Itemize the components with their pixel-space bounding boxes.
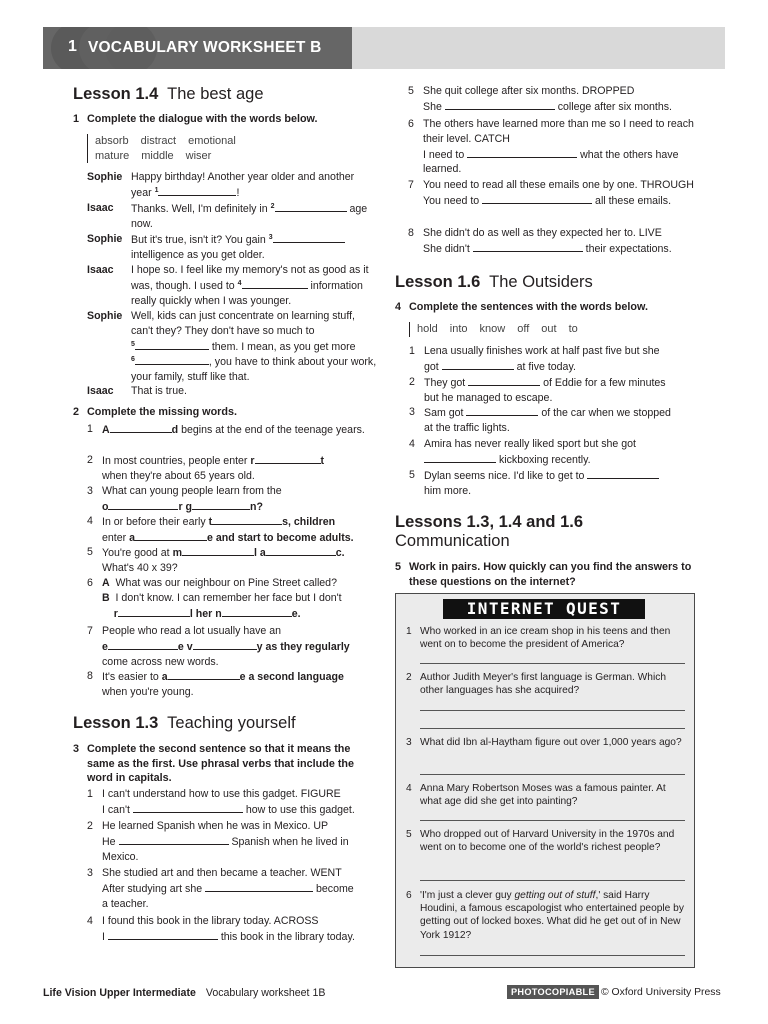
- unit-number: 1: [68, 38, 77, 55]
- answer-blank[interactable]: [212, 514, 282, 525]
- dialogue-line: Isaac I hope so. I feel like my memory's not as good as it was, though. I used to $^4$ information really quickly when I was younger.: [87, 264, 369, 307]
- answer-blank[interactable]: [255, 453, 321, 464]
- word-box-word: absorb: [95, 135, 129, 147]
- quest-question: 5 Who dropped out of Harvard University in the 1970s and went on to become one of the world's richest people?: [406, 829, 675, 854]
- gap-number: 3: [268, 234, 273, 241]
- answer-blank[interactable]: [110, 422, 172, 433]
- instruction-text: Complete the missing words.: [87, 406, 237, 418]
- lesson-heading-1-6: [395, 272, 593, 292]
- gap-number: 5: [131, 340, 135, 348]
- quest-question: 6 'I'm just a clever guy getting out of stuff,' said Harry Houdini, a famous escapologist who entertained people by getting out of locked boxes. What did he get out of in New York 1912?: [406, 890, 684, 941]
- quest-question: 1 Who worked in an ice cream shop in his teens and then went on to become the president of America?: [406, 626, 671, 651]
- speaker-name: Sophie: [87, 233, 123, 245]
- lesson-heading-1-4: [73, 84, 264, 104]
- photocopiable-badge: PHOTOCOPIABLE: [507, 985, 599, 999]
- lesson-heading-communication: [395, 513, 583, 551]
- exercise-number: 1: [73, 113, 80, 125]
- answer-blank[interactable]: [108, 499, 178, 510]
- copyright-text: © Oxford University Press: [601, 987, 721, 998]
- answer-blank[interactable]: [182, 545, 254, 556]
- book-title: Life Vision Upper Intermediate: [43, 987, 196, 999]
- word-box-word: hold: [417, 323, 438, 335]
- lesson-name: The Outsiders: [489, 273, 593, 291]
- answer-blank[interactable]: [275, 201, 347, 212]
- speaker-name: Sophie: [87, 310, 123, 322]
- answer-blank[interactable]: [133, 802, 243, 813]
- lesson-name: The best age: [167, 85, 264, 103]
- word-box-word: middle: [141, 149, 174, 162]
- lesson-number: Lesson 1.6: [395, 273, 481, 291]
- internet-quest-title: INTERNET QUEST: [443, 599, 645, 619]
- answer-blank[interactable]: [108, 929, 218, 940]
- word-box-word: out: [541, 323, 557, 335]
- answer-blank[interactable]: [445, 99, 555, 110]
- gap-number: 1: [154, 186, 159, 194]
- exercise-number: 4: [395, 301, 402, 313]
- exercise-4-item: 5 Dylan seems nice. I'd like to get to him more.: [409, 468, 709, 499]
- exercise-3-item: 6 The others have learned more than me so I need to reach their level. CATCH I need to what the others have learned.: [408, 118, 694, 176]
- word-box-word: emotional: [188, 135, 236, 147]
- exercise-1-instruction: [73, 112, 373, 127]
- exercise-number: 5: [395, 561, 402, 573]
- dialogue-line: Sophie Well, kids can just concentrate on learning stuff, can't they? They don't have so much to $^5$ them. I mean, as you get more $^6$ , you have to think about your work, your family, stuff like that.: [87, 310, 377, 384]
- answer-blank[interactable]: [266, 545, 336, 556]
- answer-blank[interactable]: [135, 339, 209, 350]
- answer-blank[interactable]: [205, 881, 313, 892]
- quest-question: 3 What did Ibn al-Haytham figure out over 1,000 years ago?: [406, 737, 682, 748]
- speaker-name: Isaac: [87, 202, 114, 214]
- answer-blank[interactable]: [424, 452, 496, 463]
- answer-line[interactable]: [420, 880, 685, 881]
- dialogue-line: Sophie Happy birthday! Another year older and another year $^1$ !: [87, 171, 355, 199]
- exercise-3-item: 2 He learned Spanish when he was in Mexico. UP He Spanish when he lived in Mexico.: [87, 820, 349, 863]
- answer-line[interactable]: [420, 955, 685, 956]
- answer-blank[interactable]: [135, 354, 209, 365]
- word-box-word: into: [449, 323, 468, 335]
- lesson-number: Lessons 1.3, 1.4 and 1.6: [395, 513, 584, 531]
- gap-number: 6: [131, 356, 135, 364]
- exercise-3-item: 4 I found this book in the library today. ACROSS I this book in the library today.: [87, 915, 355, 943]
- speaker-name: Isaac: [87, 385, 114, 397]
- instruction-text: Work in pairs. How quickly can you find the answers to these questions on the internet?: [409, 561, 692, 588]
- answer-blank[interactable]: [468, 375, 540, 386]
- dialogue-line: Isaac That is true.: [87, 385, 187, 397]
- answer-blank[interactable]: [168, 669, 240, 680]
- lesson-number: Lesson 1.4: [73, 85, 159, 103]
- word-box-4: [409, 322, 619, 337]
- word-box-word: mature: [95, 149, 130, 162]
- exercise-4-item: 1 Lena usually finishes work at half past five but she got at five today.: [409, 345, 660, 373]
- answer-line[interactable]: [420, 820, 685, 821]
- dialogue-line: Isaac Thanks. Well, I'm definitely in $^2$ age now.: [87, 202, 368, 230]
- instruction-text: Complete the second sentence so that it means the same as the first. Use phrasal verbs that include the word in capitals.: [87, 743, 355, 784]
- word-box-word: off: [517, 323, 530, 335]
- exercise-2-item: 2 In most countries, people enter r t when they're about 65 years old.: [87, 454, 325, 482]
- exercise-4-item: 4 Amira has never really liked sport but she got kickboxing recently.: [409, 438, 636, 466]
- exercise-5-instruction: [395, 560, 705, 589]
- answer-blank[interactable]: [118, 606, 190, 617]
- answer-blank[interactable]: [467, 147, 577, 158]
- answer-blank[interactable]: [158, 185, 236, 196]
- exercise-number: 2: [73, 406, 80, 418]
- lesson-name: Teaching yourself: [167, 714, 296, 732]
- answer-blank[interactable]: [442, 359, 514, 370]
- exercise-3-item: 8 She didn't do as well as they expected her to. LIVE She didn't their expectations.: [408, 227, 672, 255]
- answer-blank[interactable]: [242, 278, 308, 289]
- instruction-text: Complete the dialogue with the words below.: [87, 113, 318, 125]
- exercise-2-item: 4 In or before their early t s, children enter a e and start to become adults.: [87, 515, 354, 544]
- exercise-2-item: 5 You're good at m l a c. What's 40 x 39?: [87, 546, 345, 574]
- answer-blank[interactable]: [273, 232, 345, 243]
- exercise-2-item: 1 A d begins at the end of the teenage years.: [87, 423, 365, 436]
- word-box-word: to: [568, 323, 578, 335]
- answer-blank[interactable]: [222, 606, 292, 617]
- answer-line[interactable]: [420, 728, 685, 729]
- answer-blank[interactable]: [108, 639, 178, 650]
- exercise-2-item: 8 It's easier to a e a second language when you're young.: [87, 670, 344, 698]
- exercise-3-item: 3 She studied art and then became a teacher. WENT After studying art she become a teacher.: [87, 867, 354, 910]
- exercise-2-item: 7 People who read a lot usually have an e e v y as they regularly come across new words.: [87, 625, 350, 668]
- gap-number: 2: [270, 203, 275, 210]
- footer-book-info: [43, 986, 325, 1001]
- answer-blank[interactable]: [482, 193, 592, 204]
- exercise-2-item: 3 What can young people learn from the o r g n?: [87, 485, 282, 513]
- word-box-word: wiser: [185, 149, 212, 162]
- exercise-3-item: 5 She quit college after six months. DROPPED She college after six months.: [408, 85, 672, 113]
- exercise-3-item: 1 I can't understand how to use this gadget. FIGURE I can't how to use this gadget.: [87, 788, 355, 816]
- answer-blank[interactable]: [192, 499, 250, 510]
- word-box-word: distract: [140, 135, 177, 147]
- lesson-heading-1-3: [73, 713, 296, 733]
- answer-blank[interactable]: [119, 834, 229, 845]
- exercise-4-instruction: [395, 300, 695, 315]
- worksheet-title: VOCABULARY WORKSHEET B: [88, 39, 322, 56]
- exercise-4-item: 3 Sam got of the car when we stopped at the traffic lights.: [409, 406, 671, 434]
- dialogue-line: Sophie But it's true, isn't it? You gain $^3$ intelligence as you get older.: [87, 232, 377, 263]
- answer-blank[interactable]: [587, 468, 659, 479]
- answer-line[interactable]: [420, 663, 685, 664]
- answer-blank[interactable]: [135, 530, 207, 541]
- quest-question: 4 Anna Mary Robertson Moses was a famous painter. At what age did she get into painting?: [406, 783, 666, 808]
- lesson-name: Communication: [395, 532, 510, 550]
- answer-line[interactable]: [420, 774, 685, 775]
- answer-blank[interactable]: [473, 241, 583, 252]
- answer-blank[interactable]: [193, 639, 257, 650]
- speaker-name: Isaac: [87, 264, 114, 276]
- word-box-1: [87, 134, 267, 163]
- exercise-3-instruction: [73, 742, 373, 786]
- word-box-word: know: [479, 323, 506, 335]
- quest-question: 2 Author Judith Meyer's first language is German. Which other languages has she acquired?: [406, 672, 666, 697]
- answer-line[interactable]: [420, 710, 685, 711]
- exercise-2-item: 6 A What was our neighbour on Pine Street called? B I don't know. I can remember her face but I don't r l her n e.: [87, 577, 342, 620]
- speaker-name: Sophie: [87, 171, 123, 183]
- gap-number: 4: [237, 279, 242, 287]
- worksheet-label: Vocabulary worksheet 1B: [205, 987, 326, 999]
- instruction-text: Complete the sentences with the words below.: [409, 301, 648, 313]
- exercise-2-instruction: [73, 405, 373, 420]
- exercise-3-item: 7 You need to read all these emails one by one. THROUGH You need to all these emails.: [408, 179, 694, 207]
- exercise-4-item: 2 They got of Eddie for a few minutes but he managed to escape.: [409, 376, 666, 404]
- answer-blank[interactable]: [466, 405, 538, 416]
- lesson-number: Lesson 1.3: [73, 714, 159, 732]
- exercise-number: 3: [73, 743, 80, 755]
